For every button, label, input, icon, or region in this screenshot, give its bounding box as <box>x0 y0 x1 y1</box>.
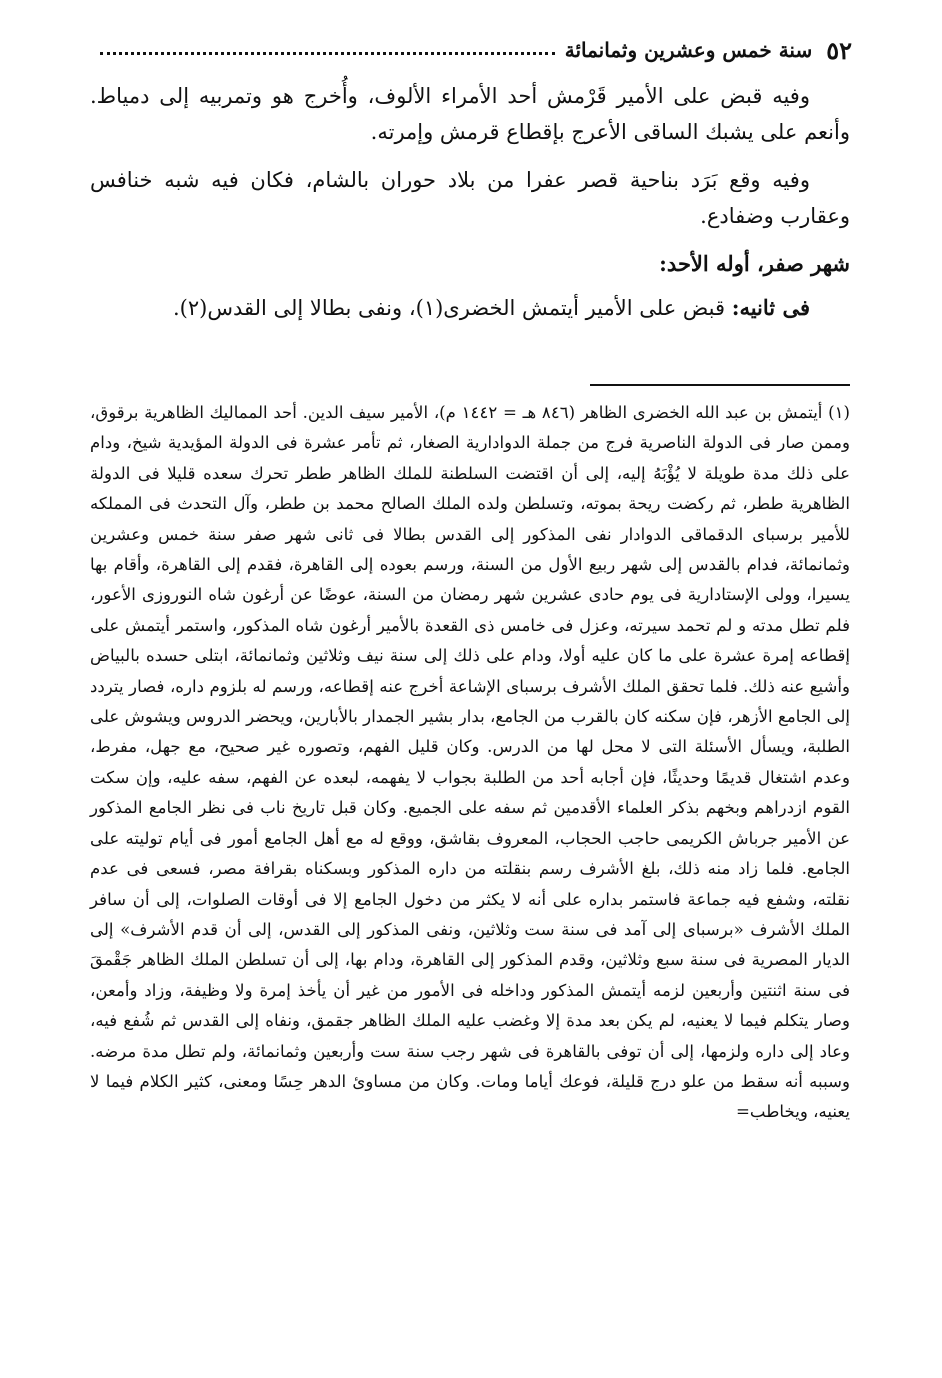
footnotes <box>90 398 850 1128</box>
paragraph-aytamish-text: قبض على الأمير أيتمش الخضرى(١)، ونفى بطالا إلى القدس(٢). <box>172 296 732 320</box>
paragraph-qarmash: وفيه قبض على الأمير قَرْمش أحد الأمراء الألوف، وأُخرج هو وتمربيه إلى دمياط. وأنعم على يشبك الساقى الأعرج بإقطاع قرمش وإمرته. <box>90 84 850 144</box>
page-number: ٥٢ <box>826 35 852 65</box>
footnote-separator <box>590 384 850 386</box>
main-text <box>90 78 850 338</box>
paragraph-aytamish <box>90 290 850 326</box>
footnote-1: (١) أيتمش بن عبد الله الخضرى الظاهر (٨٤٦ هـ = ١٤٤٢ م)، الأمير سيف الدين. أحد المماليك الظاهرية برقوق، وممن صار فى الدولة الناصرية فرج من جملة الدوادارية الصغار، ثم تأمر عشرة فى الدولة المؤيدية شيخ، ودام على ذلك مدة طويلة لا يُؤْبَهُ إليه، إلى أن اقتضت السلطنة للملك الظاهر ططر تحرك سعده قليلا فى الدولة الظاهرية ططر، ثم ركضت ريحة بموته، وتسلطن ولده الملك الصالح محمد بن ططر، وآل التحدث فى المملكه للأمير برسباى الدقماقى الدوادار نفى المذكور إلى القدس بطالا فى ثانى شهر صفر سنة خمس وعشرين وثمانمائة، فدام بالقدس إلى شهر ربيع الأول من السنة، ورسم بعوده إلى القاهرة، فقدم إلى القاهرة، وأقام بها يسيرا، وولى الإستادارية فى يوم حادى عشرين شهر رمضان من السنة، عوضًا عن أرغون شاه النوروزى الأعور، فلم تطل مدته و لم تحمد سيرته، وعزل فى خامس ذى القعدة بالأمير أرغون شاه المذكور، واستمر أيتمش على إقطاعه إمرة عشرة على ما كان عليه أولا، ودام على ذلك إلى سنة نيف وثلاثين وثمانمائة، ابتلى حسده بالبياض وأشيع عنه ذلك. فلما تحقق الملك الأشرف برسباى الإشاعة أخرج عنه إقطاعه، ورسم له بلزوم داره، فصار يتردد إلى الجامع الأزهر، فإن سكنه كان بالقرب من الجامع، بدار بشير الجمدار بالأبارين، ويحضر الدروس ويشوش على الطلبة، ويسأل الأسئلة التى لا محل لها من الدرس. وكان قليل الفهم، وتصوره غير صحيح، مع جهل، مفرط، وعدم اشتغال قديمًا وحديثًا، فإن أجابه أحد من الطلبة بجواب لا يفهمه، لبعده عن الفهم، سفه عليه، وإن سكت القوم ازدراهم وبخهم بذكر العلماء الأقدمين ثم سفه على الجميع. وكان قبل تاريخ ناب فى نظر الجامع المذكور عن الأمير جرباش الكريمى حاجب الحجاب، المعروف بقاشق، ووقع له مع أهل الجامع أمور فى أيام توليته على الجامع. فلما زاد منه ذلك، بلغ الأشرف رسم بنقلته من داره المذكور وبسكناه بقرافة مصر، فسعى فى عدم نقلته، وشفع فيه جماعة فاستمر بداره على أنه لا يكثر من دخول الجامع إلا فى أوقات الصلوات، إلى أن سافر الملك الأشرف «برسباى إلى آمد فى سنة ست وثلاثين، ونفى المذكور إلى القدس، إلى أن قدم الأشرف» إلى الديار المصرية فى سنة سبع وثلاثين، وقدم المذكور إلى القاهرة، ودام بها، إلى أن تسلطن الملك الظاهر جَقْمقَ فى سنة اثنتين وأربعين لزمه أيتمش المذكور وداخله فى الأمور من غير أن يأخذ إمرة ولا وظيفة، وزاد وأمعن، وصار يتكلم فيما لا يعنيه، لم يكن بعد مدة إلا وغضب عليه الملك الظاهر جقمق، ونفاه إلى القدس ثم شُفع فيه، وعاد إلى داره ولزمها، إلى أن توفى بالقاهرة فى شهر رجب سنة ست وأربعين وثمانمائة، ولم تطل مدة مرضه. وسببه أنه سقط من علو درج قليلة، فوعك أياما ومات. وكان من مساوئ الدهر حِسًا ومعنى، كثير الكلام فيما لا يعنيه، ويخاطب= <box>90 403 850 1122</box>
dotted-leader <box>100 42 555 55</box>
running-head: سنة خمس وعشرين وثمانمائة <box>564 38 813 62</box>
date-lead: فى ثانيه: <box>731 295 810 320</box>
page-header <box>90 30 852 70</box>
month-heading: شهر صفر، أوله الأحد: <box>659 251 850 276</box>
paragraph-hail: وفيه وقع بَرَد بناحية قصر عفرا من بلاد حوران بالشام، فكان فيه شبه خنافس وعقارب وضفادع. <box>90 168 850 228</box>
